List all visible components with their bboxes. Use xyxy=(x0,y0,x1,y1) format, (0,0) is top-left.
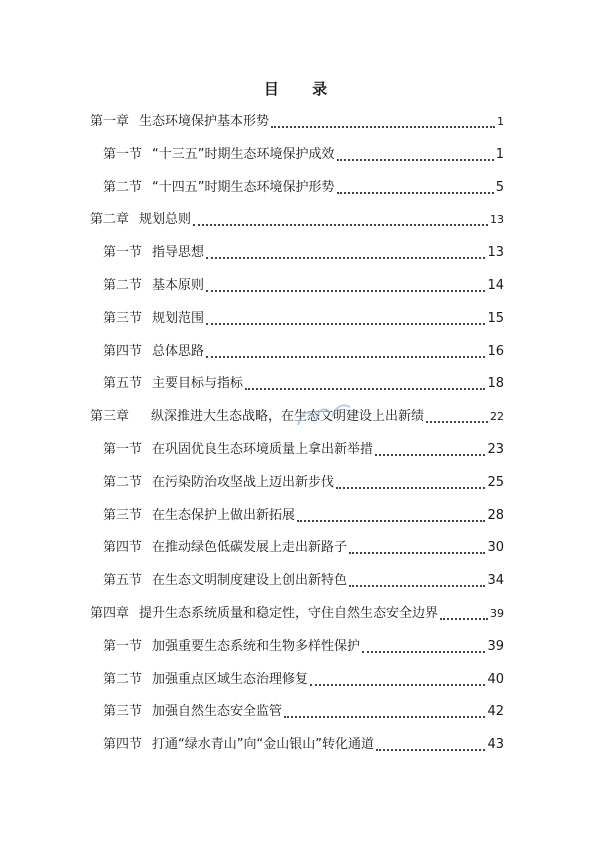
toc-entry-title: 打通“绿水青山”向“金山银山”转化通道 xyxy=(152,737,374,753)
toc-section-entry[interactable] xyxy=(103,243,504,263)
toc-dot-leader xyxy=(284,712,485,718)
toc-page-number: 13 xyxy=(490,213,504,227)
toc-entry-number: 第五节 xyxy=(103,376,143,392)
toc-entry-number: 第二节 xyxy=(103,671,143,687)
toc-dot-leader xyxy=(297,516,485,522)
toc-dot-leader xyxy=(440,614,488,620)
toc-entry-number: 第二节 xyxy=(103,278,143,293)
toc-entry-title: 提升生态系统质量和稳定性，守住自然生态安全边界 xyxy=(139,606,439,621)
toc-section-entry[interactable] xyxy=(103,506,504,526)
toc-entry-label xyxy=(103,243,204,263)
toc-page-number: 22 xyxy=(490,410,504,424)
toc-entry-title: 纵深推进大生态战略，在生态文明建设上出新绩 xyxy=(151,409,425,425)
toc-entry-label xyxy=(103,571,347,591)
toc-entry-label xyxy=(103,670,308,690)
toc-entry-label xyxy=(103,473,334,493)
toc-page-number: 15 xyxy=(487,310,504,326)
toc-entry-title: 规划范围 xyxy=(152,310,205,326)
toc-entry-label xyxy=(103,735,374,755)
toc-dot-leader xyxy=(206,352,485,358)
toc-dot-leader xyxy=(271,122,495,128)
toc-page-number: 23 xyxy=(487,442,504,457)
toc-dot-leader xyxy=(310,680,485,686)
toc-entry-label xyxy=(103,702,282,722)
toc-page-number: 30 xyxy=(487,540,504,556)
toc-page-number: 1 xyxy=(497,115,504,128)
toc-entry-number: 第一章 xyxy=(90,114,130,129)
toc-page-number: 34 xyxy=(487,573,504,589)
toc-chapter-entry[interactable] xyxy=(90,604,504,624)
toc-entry-number: 第四节 xyxy=(103,737,143,753)
toc-entry-number: 第五节 xyxy=(103,573,143,589)
toc-entry-label xyxy=(103,342,204,362)
toc-entry-title: 加强重要生态系统和生物多样性保护 xyxy=(152,638,361,654)
toc-page-number: 43 xyxy=(487,737,504,753)
toc-dot-leader xyxy=(349,581,485,587)
toc-entry-number: 第一节 xyxy=(103,638,143,654)
toc-entry-label xyxy=(103,145,335,165)
toc-entry-label xyxy=(90,407,424,427)
toc-page-number: 1 xyxy=(495,146,504,162)
toc-entry-title: 指导思想 xyxy=(152,245,205,261)
toc-section-entry[interactable] xyxy=(103,374,504,394)
toc-entry-label xyxy=(103,538,347,558)
toc-entry-title: 规划总则 xyxy=(139,212,192,228)
toc-entry-title: “十四五”时期生态环境保护形势 xyxy=(152,179,335,195)
toc-dot-leader xyxy=(375,450,485,456)
toc-page-number: 25 xyxy=(487,474,504,490)
toc-entry-label xyxy=(90,112,269,132)
toc-section-entry[interactable] xyxy=(103,276,504,296)
toc-entry-title: 在推动绿色低碳发展上走出新路子 xyxy=(152,540,348,556)
toc-section-entry[interactable] xyxy=(103,178,504,198)
toc-dot-leader xyxy=(426,417,488,423)
toc-entry-label xyxy=(103,440,373,460)
toc-entry-number: 第四章 xyxy=(90,606,130,621)
toc-dot-leader xyxy=(206,286,485,292)
toc-entry-label xyxy=(103,637,360,657)
toc-entry-number: 第二节 xyxy=(103,474,143,490)
toc-page-number: 14 xyxy=(487,278,504,293)
toc-section-entry[interactable] xyxy=(103,309,504,329)
toc-page-number: 13 xyxy=(487,245,504,261)
toc-dot-leader xyxy=(245,384,485,390)
toc-dot-leader xyxy=(376,745,485,751)
toc-entry-number: 第一节 xyxy=(103,146,143,162)
toc-entry-label xyxy=(103,374,243,394)
toc-entry-title: 加强重点区域生态治理修复 xyxy=(152,671,309,687)
toc-dot-leader xyxy=(362,647,485,653)
toc-entry-number: 第一节 xyxy=(103,245,143,261)
toc-section-entry[interactable] xyxy=(103,702,504,722)
toc-entry-title: “十三五”时期生态环境保护成效 xyxy=(152,146,335,162)
toc-page-number: 39 xyxy=(487,638,504,654)
toc-section-entry[interactable] xyxy=(103,670,504,690)
toc-section-entry[interactable] xyxy=(103,440,504,460)
toc-page-number: 39 xyxy=(490,607,504,620)
toc-chapter-entry[interactable] xyxy=(90,112,504,132)
toc-section-entry[interactable] xyxy=(103,145,504,165)
toc-entry-title: 在生态文明制度建设上创出新特色 xyxy=(152,573,348,589)
toc-entry-label xyxy=(103,309,204,329)
toc-dot-leader xyxy=(337,188,494,194)
toc-entry-title: 在巩固优良生态环境质量上拿出新举措 xyxy=(152,442,374,457)
toc-dot-leader xyxy=(336,483,485,489)
toc-entry-title: 生态环境保护基本形势 xyxy=(139,114,270,129)
toc-entry-number: 第四节 xyxy=(103,343,143,359)
toc-page-number: 28 xyxy=(487,507,504,523)
toc-entry-label xyxy=(103,506,295,526)
toc-page-number: 40 xyxy=(487,671,504,687)
toc-chapter-entry[interactable] xyxy=(90,407,504,427)
toc-entry-title: 在生态保护上做出新拓展 xyxy=(152,507,296,523)
toc-title: 目 录 xyxy=(263,80,342,98)
toc-page-number: 16 xyxy=(487,343,504,359)
toc-page-number: 5 xyxy=(495,179,504,195)
toc-entry-number: 第三章 xyxy=(90,409,130,425)
toc-dot-leader xyxy=(349,548,485,554)
toc-section-entry[interactable] xyxy=(103,342,504,362)
toc-entry-label xyxy=(90,604,438,624)
toc-section-entry[interactable] xyxy=(103,637,504,657)
toc-entry-title: 在污染防治攻坚战上迈出新步伐 xyxy=(152,474,335,490)
toc-section-entry[interactable] xyxy=(103,571,504,591)
toc-section-entry[interactable] xyxy=(103,473,504,493)
toc-entry-number: 第三节 xyxy=(103,704,143,720)
toc-entry-number: 第三节 xyxy=(103,507,143,523)
toc-entry-number: 第二节 xyxy=(103,179,143,195)
toc-entry-title: 总体思路 xyxy=(152,343,205,359)
toc-entry-label xyxy=(90,210,191,230)
toc-entry-number: 第三节 xyxy=(103,310,143,326)
toc-entry-number: 第一节 xyxy=(103,442,143,457)
toc-page-number: 42 xyxy=(487,704,504,720)
toc-section-entry[interactable] xyxy=(103,735,504,755)
toc-chapter-entry[interactable] xyxy=(90,210,504,230)
toc-dot-leader xyxy=(193,220,488,226)
toc-dot-leader xyxy=(206,319,485,325)
toc-section-entry[interactable] xyxy=(103,538,504,558)
toc-entry-title: 主要目标与指标 xyxy=(152,376,244,392)
toc-entry-title: 基本原则 xyxy=(152,278,205,293)
toc-entry-label xyxy=(103,178,335,198)
toc-entry-number: 第四节 xyxy=(103,540,143,556)
toc-dot-leader xyxy=(206,253,485,259)
toc-entry-number: 第二章 xyxy=(90,212,130,228)
toc-dot-leader xyxy=(337,155,494,161)
toc-entry-title: 加强自然生态安全监管 xyxy=(152,704,283,720)
toc-entry-label xyxy=(103,276,204,296)
toc-page-number: 18 xyxy=(487,376,504,392)
